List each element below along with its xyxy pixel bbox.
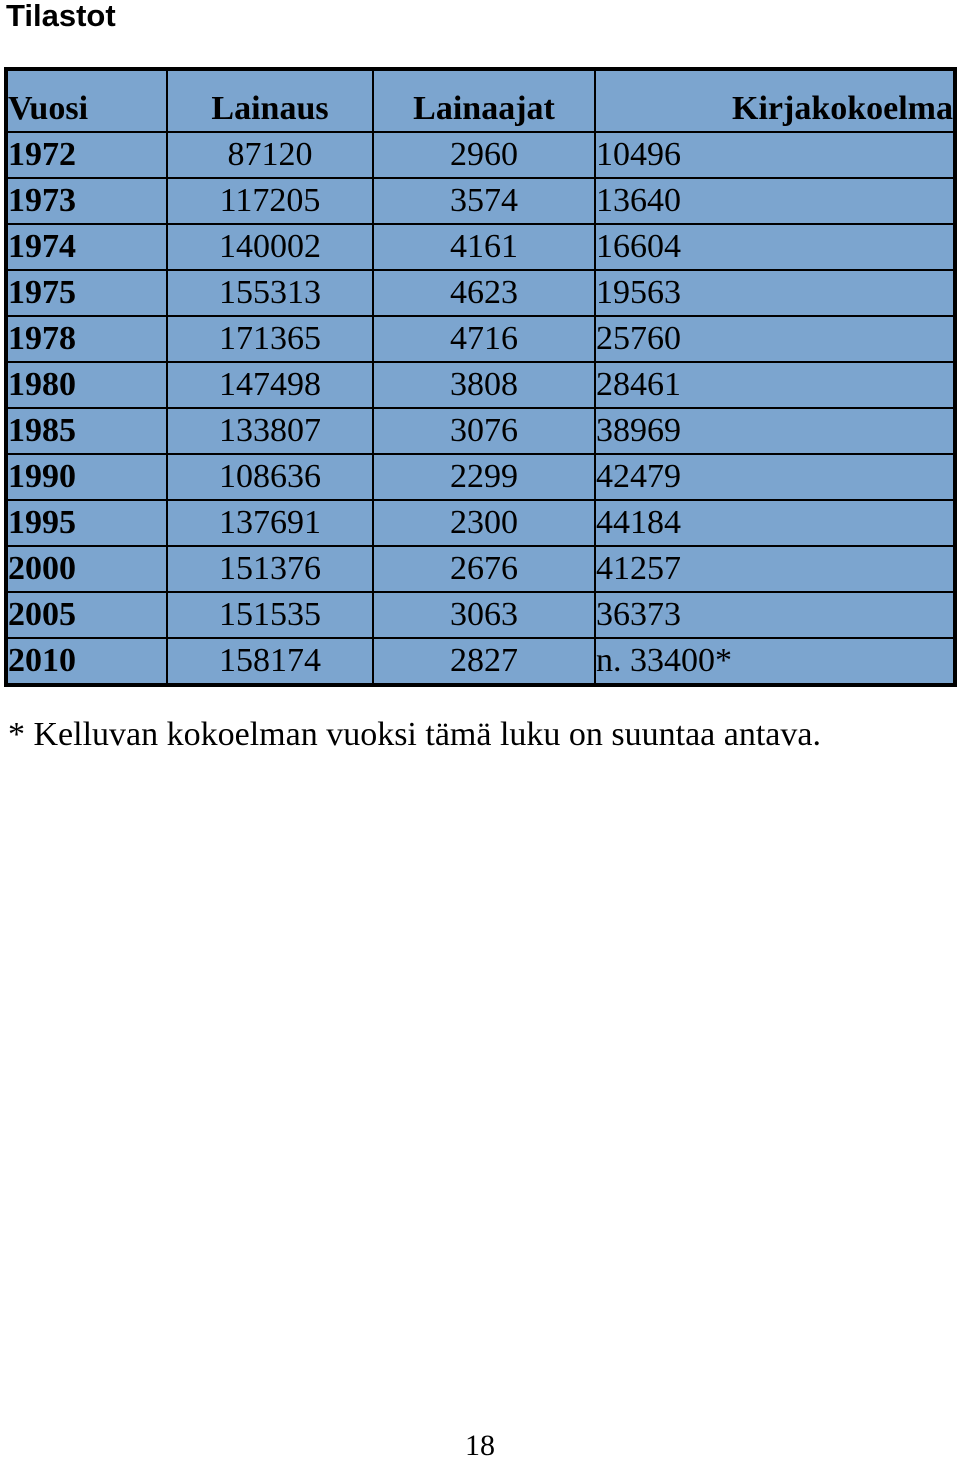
cell-borrowers: 2676 [373, 546, 595, 592]
table-row [7, 178, 954, 224]
table-row [7, 270, 954, 316]
cell-year: 1990 [7, 454, 167, 500]
table-row [7, 224, 954, 270]
cell-book-collection: 19563 [595, 270, 954, 316]
table-row [7, 638, 954, 684]
cell-year: 1985 [7, 408, 167, 454]
table-row [7, 362, 954, 408]
table-footnote: * Kelluvan kokoelman vuoksi tämä luku on suuntaa antava. [8, 716, 821, 753]
cell-year: 2005 [7, 592, 167, 638]
statistics-table [4, 67, 957, 687]
page-number: 18 [465, 1429, 495, 1462]
cell-loans: 151376 [167, 546, 373, 592]
cell-book-collection: n. 33400* [595, 638, 954, 684]
cell-year: 1973 [7, 178, 167, 224]
column-header-book-collection: Kirjakokoelma [595, 70, 954, 132]
cell-loans: 155313 [167, 270, 373, 316]
cell-loans: 137691 [167, 500, 373, 546]
cell-book-collection: 42479 [595, 454, 954, 500]
cell-loans: 87120 [167, 132, 373, 178]
column-header-year: Vuosi [7, 70, 167, 132]
cell-loans: 140002 [167, 224, 373, 270]
table-row [7, 408, 954, 454]
cell-book-collection: 10496 [595, 132, 954, 178]
cell-borrowers: 4716 [373, 316, 595, 362]
cell-borrowers: 3076 [373, 408, 595, 454]
column-header-loans: Lainaus [167, 70, 373, 132]
cell-book-collection: 44184 [595, 500, 954, 546]
cell-year: 2010 [7, 638, 167, 684]
cell-borrowers: 4623 [373, 270, 595, 316]
cell-loans: 108636 [167, 454, 373, 500]
cell-borrowers: 2960 [373, 132, 595, 178]
cell-year: 1974 [7, 224, 167, 270]
cell-loans: 147498 [167, 362, 373, 408]
cell-year: 1972 [7, 132, 167, 178]
cell-book-collection: 13640 [595, 178, 954, 224]
cell-loans: 133807 [167, 408, 373, 454]
cell-borrowers: 2299 [373, 454, 595, 500]
cell-borrowers: 3808 [373, 362, 595, 408]
cell-book-collection: 38969 [595, 408, 954, 454]
table-row [7, 592, 954, 638]
table-row [7, 546, 954, 592]
cell-loans: 158174 [167, 638, 373, 684]
cell-borrowers: 3574 [373, 178, 595, 224]
cell-book-collection: 28461 [595, 362, 954, 408]
cell-book-collection: 16604 [595, 224, 954, 270]
cell-book-collection: 41257 [595, 546, 954, 592]
table-row [7, 454, 954, 500]
table-row [7, 316, 954, 362]
statistics-table-container [4, 67, 957, 687]
cell-year: 1975 [7, 270, 167, 316]
table-row [7, 500, 954, 546]
cell-year: 1995 [7, 500, 167, 546]
table-header-row [7, 70, 954, 132]
cell-year: 2000 [7, 546, 167, 592]
table-row [7, 132, 954, 178]
page-title: Tilastot [6, 0, 116, 33]
cell-loans: 151535 [167, 592, 373, 638]
cell-borrowers: 4161 [373, 224, 595, 270]
cell-year: 1978 [7, 316, 167, 362]
cell-borrowers: 2827 [373, 638, 595, 684]
cell-loans: 117205 [167, 178, 373, 224]
column-header-borrowers: Lainaajat [373, 70, 595, 132]
cell-book-collection: 36373 [595, 592, 954, 638]
cell-year: 1980 [7, 362, 167, 408]
cell-borrowers: 3063 [373, 592, 595, 638]
cell-loans: 171365 [167, 316, 373, 362]
cell-book-collection: 25760 [595, 316, 954, 362]
cell-borrowers: 2300 [373, 500, 595, 546]
